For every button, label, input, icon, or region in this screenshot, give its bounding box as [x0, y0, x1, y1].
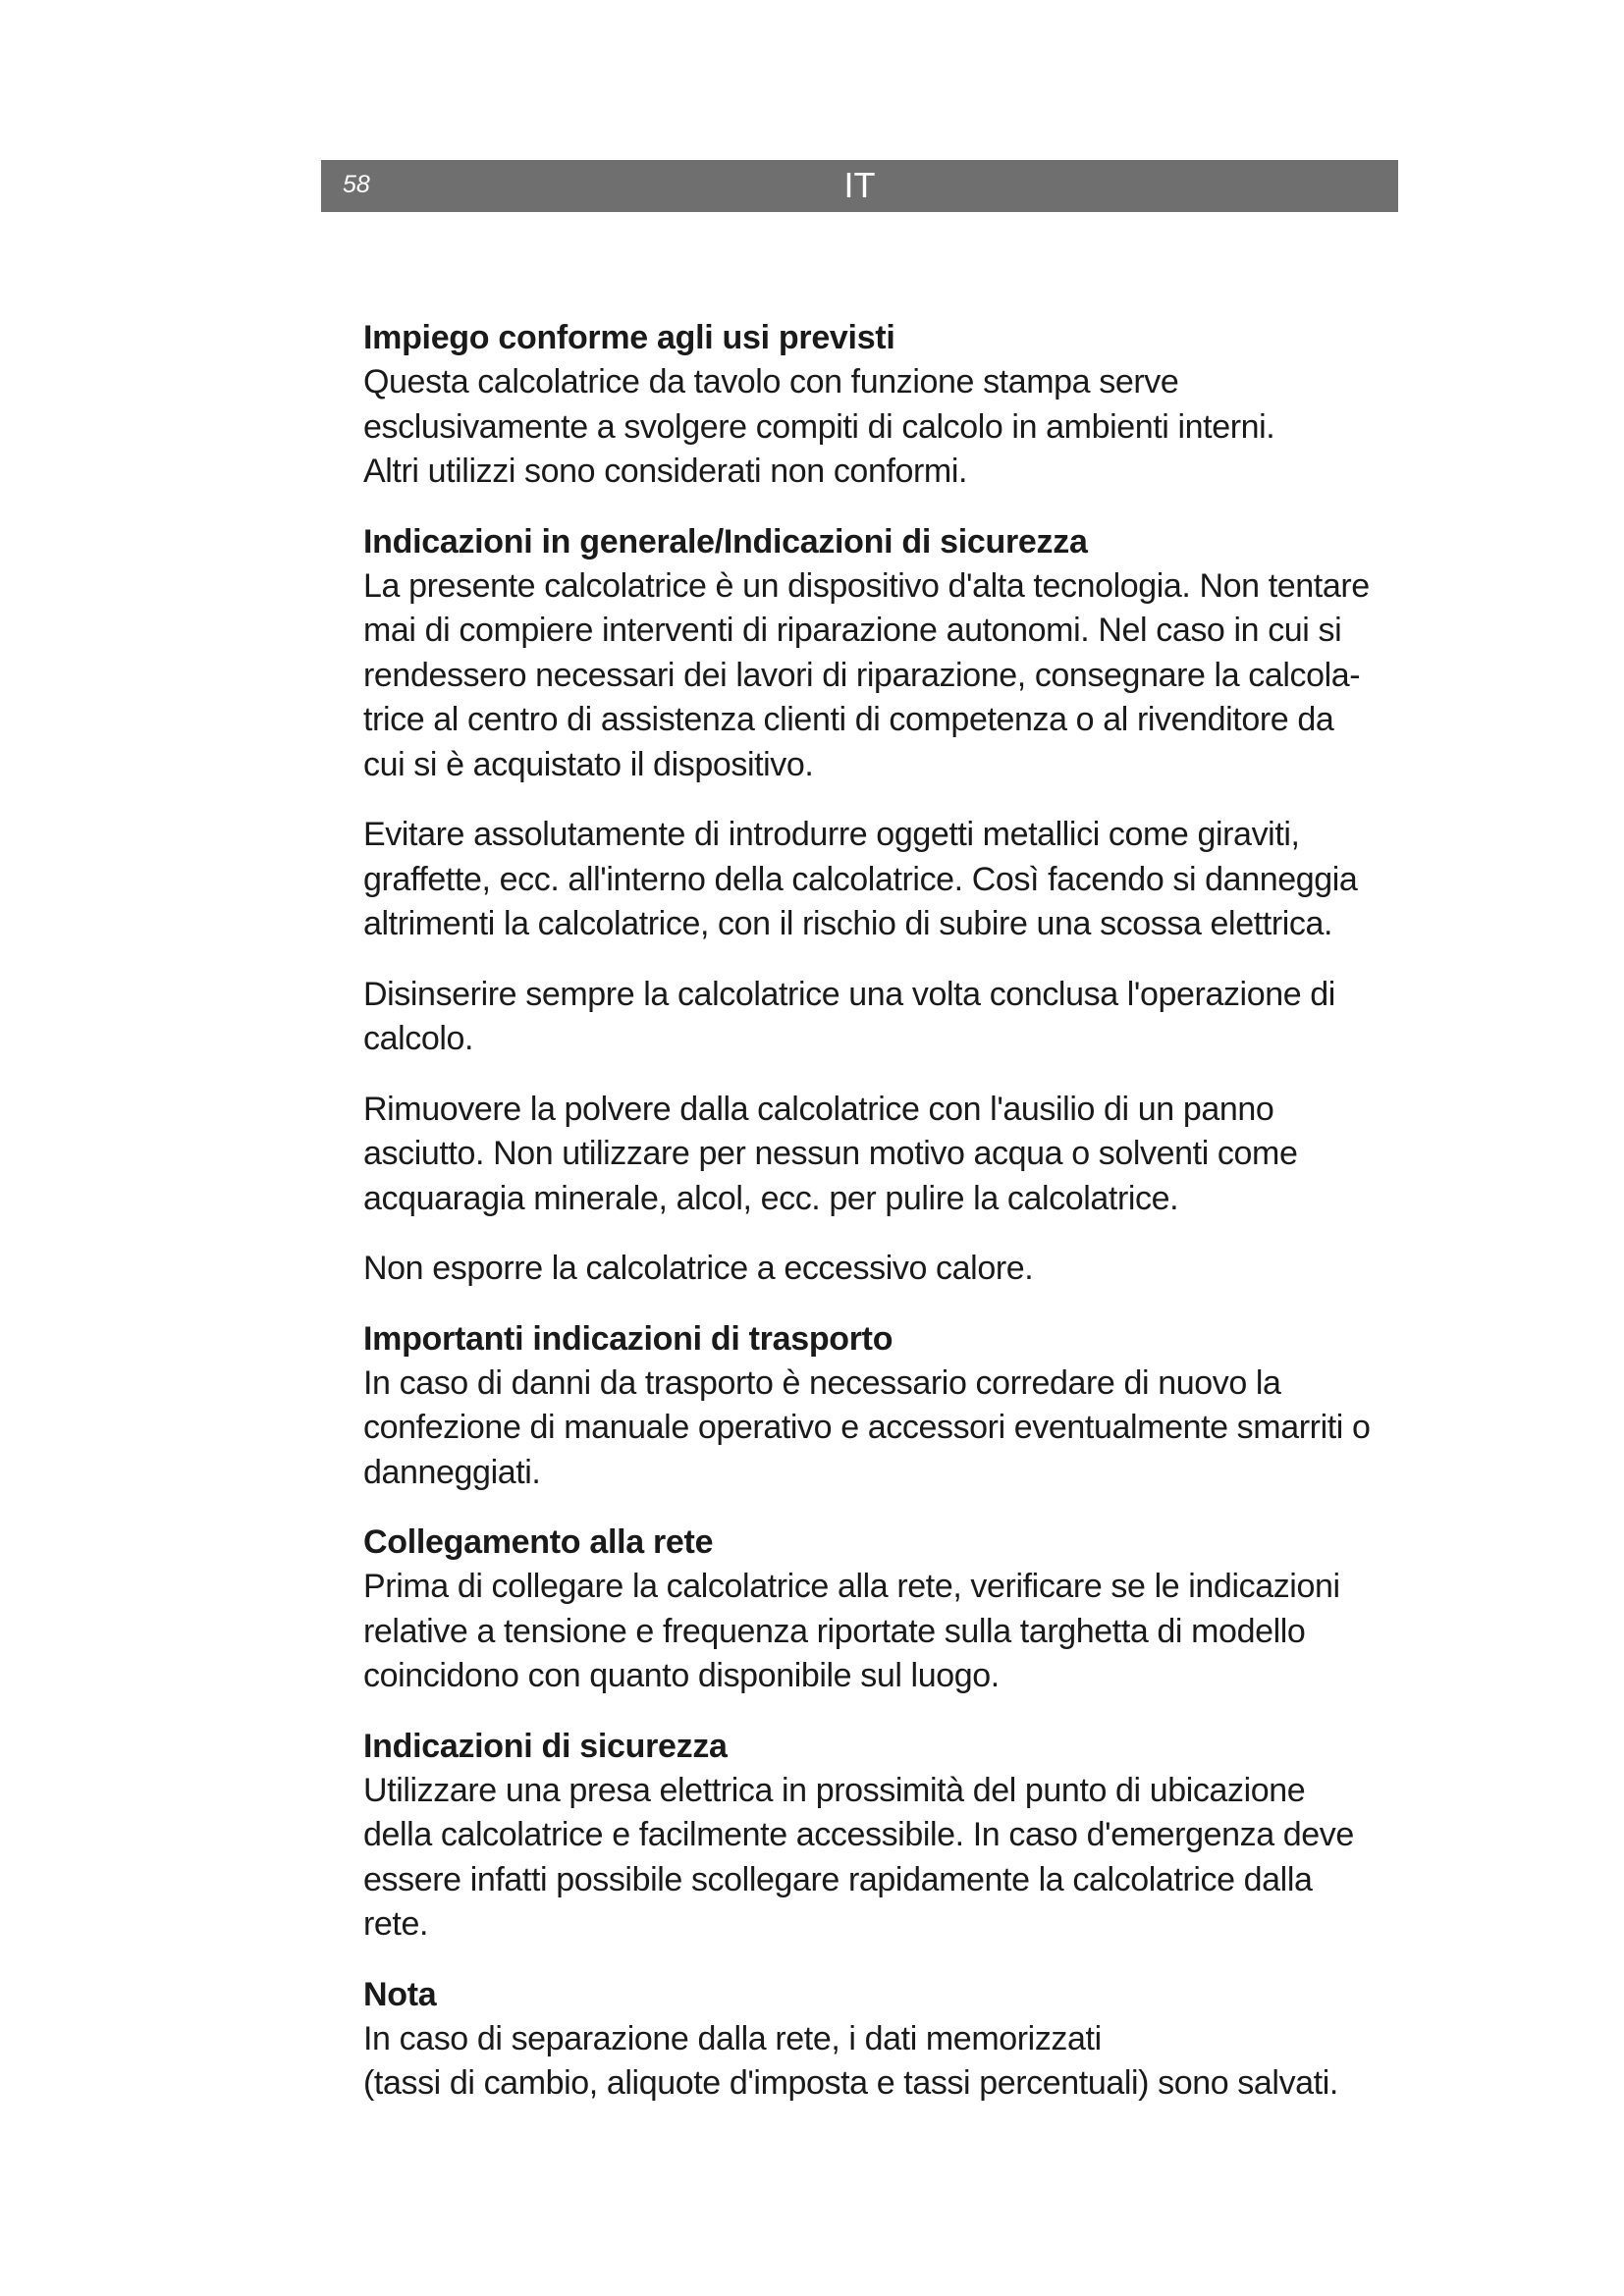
document-body [363, 316, 1371, 2107]
text-line: relative a tensione e frequenza riportate sulla targhetta di modello [363, 1612, 1306, 1650]
text-line: Evitare assolutamente di introdurre oggetti metallici come giraviti, [363, 816, 1300, 853]
text-line: calcolo. [363, 1020, 474, 1057]
text-line: Non esporre la calcolatrice a eccessivo calore. [363, 1250, 1034, 1287]
section [363, 1725, 1354, 1948]
section [363, 1521, 1340, 1699]
text-line: Rimuovere la polvere dalla calcolatrice con l'ausilio di un panno [363, 1090, 1274, 1128]
paragraph [363, 1565, 1340, 1699]
section [363, 520, 1370, 1292]
paragraph [363, 1769, 1354, 1948]
page-header-bar [321, 160, 1398, 212]
text-line: graffette, ecc. all'interno della calcolatrice. Così facendo si danneggia [363, 860, 1358, 898]
paragraph [363, 973, 1335, 1062]
paragraph [363, 1362, 1371, 1496]
section [363, 1317, 1371, 1496]
text-line: rete. [363, 1905, 429, 1943]
text-line: Questa calcolatrice da tavolo con funzione stampa serve [363, 363, 1179, 400]
text-line: Utilizzare una presa elettrica in prossimità del punto di ubicazione [363, 1771, 1306, 1809]
text-line: In caso di danni da trasporto è necessario corredare di nuovo la [363, 1363, 1281, 1402]
text-line: della calcolatrice e facilmente accessibile. In caso d'emergenza deve [363, 1816, 1354, 1853]
text-line: confezione di manuale operativo e accessori eventualmente smarriti o [363, 1409, 1371, 1446]
section-heading: Nota [363, 1975, 437, 2013]
text-line: acquaragia minerale, alcol, ecc. per pulire la calcolatrice. [363, 1179, 1179, 1217]
text-line: rendessero necessari dei lavori di riparazione, consegnare la calcola- [363, 656, 1361, 694]
paragraph [363, 813, 1358, 947]
paragraph [363, 2017, 1338, 2107]
text-line: coincidono con quanto disponibile sul luogo. [363, 1657, 1000, 1694]
text-line: mai di compiere interventi di riparazione autonomi. Nel caso in cui si [363, 612, 1342, 649]
text-line: trice al centro di assistenza clienti di competenza o al rivenditore da [363, 701, 1334, 738]
text-line: Altri utilizzi sono considerati non conformi. [363, 453, 968, 490]
section-heading: Importanti indicazioni di trasporto [363, 1319, 893, 1358]
text-line: asciutto. Non utilizzare per nessun motivo acqua o solventi come [363, 1135, 1298, 1172]
paragraph [363, 360, 1335, 495]
section [363, 1973, 1338, 2107]
section [363, 316, 1335, 495]
language-code: IT [843, 165, 876, 205]
text-line: altrimenti la calcolatrice, con il rischio di subire una scossa elettrica. [363, 905, 1333, 942]
section-heading: Indicazioni di sicurezza [363, 1727, 728, 1765]
text-line: danneggiati. [363, 1453, 541, 1491]
text-line: (tassi di cambio, aliquote d'imposta e tassi percentuali) sono salvati. [363, 2064, 1338, 2102]
text-line: La presente calcolatrice è un dispositivo d'alta tecnologia. Non tentare [363, 566, 1370, 605]
text-line: Disinserire sempre la calcolatrice una volta conclusa l'operazione di [363, 975, 1335, 1013]
paragraph [363, 1247, 1335, 1292]
text-line: esclusivamente a svolgere compiti di calcolo in ambienti interni. [363, 407, 1275, 446]
paragraph [363, 1088, 1335, 1222]
section-heading: Impiego conforme agli usi previsti [363, 319, 895, 356]
text-line: essere infatti possibile scollegare rapidamente la calcolatrice dalla [363, 1860, 1313, 1898]
text-line: cui si è acquistato il dispositivo. [363, 745, 814, 783]
section-heading: Collegamento alla rete [363, 1523, 714, 1561]
text-line: Prima di collegare la calcolatrice alla rete, verificare se le indicazioni [363, 1568, 1340, 1605]
paragraph [363, 564, 1370, 788]
text-line: In caso di separazione dalla rete, i dati memorizzati [363, 2019, 1102, 2057]
section-heading: Indicazioni in generale/Indicazioni di sicurezza [363, 522, 1088, 561]
page-number: 58 [343, 171, 370, 198]
